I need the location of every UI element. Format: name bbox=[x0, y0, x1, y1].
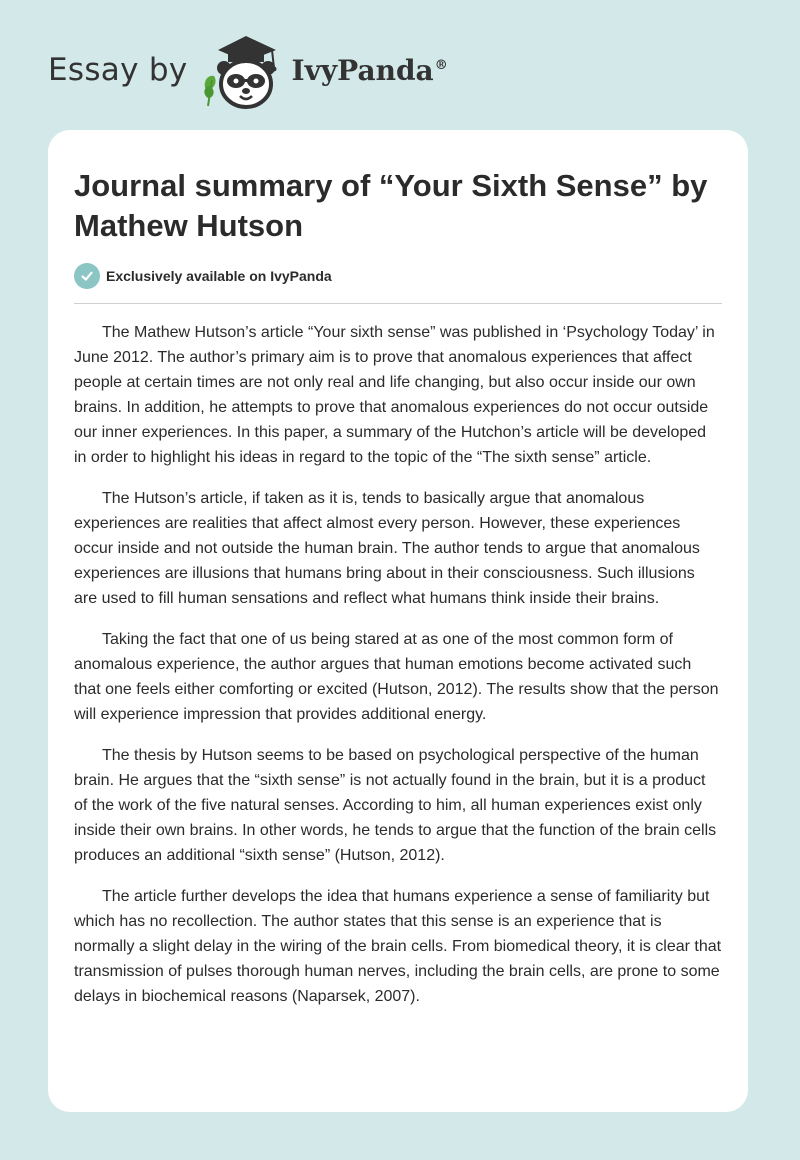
registered-mark: ® bbox=[434, 58, 448, 74]
brand-prefix: Essay by bbox=[48, 52, 188, 88]
exclusive-label: Exclusively available on IvyPanda bbox=[106, 268, 332, 284]
paragraph: The article further develops the idea that humans experience a sense of familiarity but which has no recollection. The author states that this sense is an experience that is normally a slight delay in the wiring of the brain cells. From biomedical theory, it is clear that transmission of pulses thorough human nerves, including the brain cells, are prone to some delays in biochemical reasons (Naparsek, 2007). bbox=[74, 888, 722, 1005]
essay-title: Journal summary of “Your Sixth Sense” by Mathew Hutson bbox=[74, 168, 708, 243]
divider bbox=[74, 303, 722, 304]
paragraph: The thesis by Hutson seems to be based on psychological perspective of the human brain. He argues that the “sixth sense” is not actually found in the brain, but it is a product of the work of the five natural senses. According to him, all human experiences exist only inside their own brains. In other words, he tends to argue that the function of the brain cells produces an additional “sixth sense” (Hutson, 2012). bbox=[74, 747, 717, 864]
site-brand[interactable] bbox=[48, 28, 448, 112]
exclusive-badge bbox=[74, 263, 332, 289]
brand-name-text: IvyPanda bbox=[291, 53, 434, 87]
essay-body bbox=[74, 320, 722, 1025]
brand-name bbox=[292, 54, 448, 87]
panda-logo-icon bbox=[198, 28, 290, 112]
paragraph: The Mathew Hutson’s article “Your sixth sense” was published in ‘Psychology Today’ in June 2012. The author’s primary aim is to prove that anomalous experiences that affect people at certain times are not only real and life changing, but also occur inside our own brains. In addition, he attempts to prove that anomalous experiences do not occur outside our inner experiences. In this paper, a summary of the Hutchon’s article will be developed in order to highlight his ideas in regard to the topic of the “The sixth sense” article. bbox=[74, 324, 715, 466]
paragraph: Taking the fact that one of us being stared at as one of the most common form of anomalous experience, the author argues that human emotions become activated such that one feels either comforting or excited (Hutson, 2012). The results show that the person will experience impression that provides additional energy. bbox=[74, 631, 719, 723]
check-icon bbox=[74, 263, 100, 289]
essay-card bbox=[48, 130, 748, 1112]
paragraph: The Hutson’s article, if taken as it is, tends to basically argue that anomalous experiences are realities that affect almost every person. However, these experiences occur inside and not outside the human brain. The author tends to argue that anomalous experiences are illusions that humans bring about in their consciousness. Such illusions are used to fill human sensations and reflect what humans think inside their brains. bbox=[74, 490, 700, 607]
